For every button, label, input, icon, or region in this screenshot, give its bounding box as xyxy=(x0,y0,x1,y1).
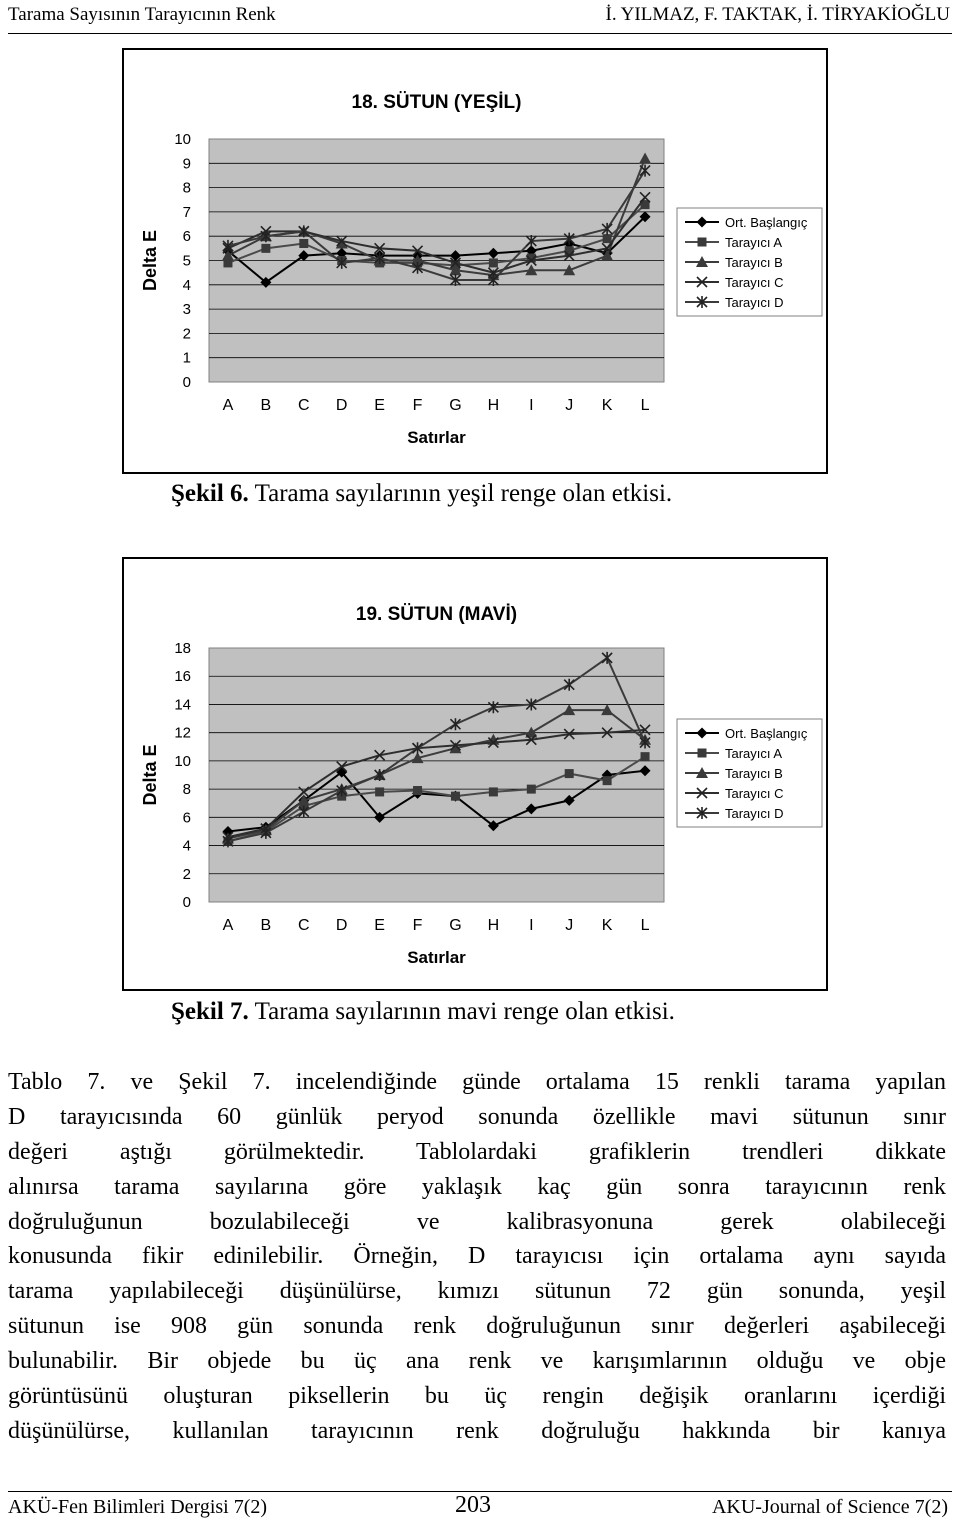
y-tick-label: 4 xyxy=(182,276,191,294)
x-axis-label: Satırlar xyxy=(407,948,466,967)
figure-caption-6 xyxy=(171,480,672,508)
y-axis-label: Delta E xyxy=(140,229,160,292)
y-tick-label: 10 xyxy=(174,131,191,148)
data-point xyxy=(603,776,612,785)
y-tick-label: 9 xyxy=(182,155,191,173)
figure-label-6: Şekil 6. xyxy=(171,480,249,507)
x-tick-label: C xyxy=(298,397,310,414)
legend-label: Tarayıcı B xyxy=(725,766,783,781)
data-point xyxy=(527,785,536,794)
x-tick-label: I xyxy=(529,397,534,414)
chart-title: 19. SÜTUN (MAVİ) xyxy=(355,604,518,625)
y-tick-label: 2 xyxy=(182,865,191,883)
paragraph-line: Tablo 7. ve Şekil 7. incelendiğinde günde ortalama 15 renkli tarama yapılan xyxy=(8,1069,946,1095)
paragraph-line: doğruluğunun bozulabileceği ve kalibrasyonuna gerek olabileceği xyxy=(8,1208,946,1235)
x-tick-label: A xyxy=(222,397,234,414)
paragraph-line: alınırsa tarama sayılarına göre yaklaşık kaç gün sonra tarayıcının renk xyxy=(8,1173,946,1200)
legend-label: Tarayıcı D xyxy=(725,295,784,310)
x-tick-label: H xyxy=(487,397,500,414)
y-tick-label: 0 xyxy=(182,374,191,391)
y-tick-label: 7 xyxy=(182,203,191,221)
running-header-left: Tarama Sayısının Tarayıcının Renk xyxy=(8,4,276,25)
figure-text-6: Tarama sayılarının yeşil renge olan etkisi. xyxy=(248,480,673,507)
data-point xyxy=(299,239,308,248)
legend-label: Ort. Başlangıç xyxy=(725,215,808,230)
body-paragraph xyxy=(8,1065,946,1449)
paragraph-line: görüntüsünü oluşturan piksellerin bu üç rengin değişik oranlarını içerdiği xyxy=(8,1383,946,1410)
x-axis-label: Satırlar xyxy=(407,428,466,447)
y-tick-label: 8 xyxy=(182,781,191,799)
footer-journal-tr: AKÜ-Fen Bilimleri Dergisi 7(2) xyxy=(8,1496,268,1518)
paragraph-line: düşünülürse, kullanılan tarayıcının renk doğruluğu hakkında bir kanıya xyxy=(8,1417,946,1444)
data-point xyxy=(261,244,270,253)
y-tick-label: 0 xyxy=(182,894,191,911)
page-number: 203 xyxy=(455,1492,491,1518)
y-tick-label: 4 xyxy=(182,837,191,855)
paragraph-line: D tarayıcısında 60 günlük peryod sonunda özellikle mavi sütunun sınır xyxy=(8,1103,946,1130)
x-tick-label: L xyxy=(640,917,650,934)
y-tick-label: 14 xyxy=(174,696,191,714)
legend-label: Tarayıcı C xyxy=(725,275,784,290)
data-point xyxy=(375,787,384,796)
x-tick-label: J xyxy=(565,917,574,934)
x-tick-label: B xyxy=(260,397,272,414)
y-tick-label: 6 xyxy=(182,228,191,246)
y-tick-label: 16 xyxy=(174,668,191,686)
x-tick-label: C xyxy=(298,917,310,934)
x-tick-label: E xyxy=(374,397,385,414)
legend-marker xyxy=(698,238,707,247)
data-point xyxy=(489,258,498,267)
data-point xyxy=(565,246,574,255)
data-point xyxy=(451,792,460,801)
y-tick-label: 3 xyxy=(182,301,191,319)
x-tick-label: K xyxy=(601,397,613,414)
y-axis-label: Delta E xyxy=(140,744,160,806)
x-tick-label: I xyxy=(529,917,534,934)
y-tick-label: 5 xyxy=(182,252,191,270)
y-tick-label: 1 xyxy=(182,349,191,367)
chart-title: 18. SÜTUN (YEŞİL) xyxy=(351,92,522,113)
x-tick-label: J xyxy=(565,397,574,414)
data-point xyxy=(489,787,498,796)
x-tick-label: F xyxy=(412,917,423,934)
chart-green-column xyxy=(122,48,828,474)
paragraph-line: değeri aştığı görülmektedir. Tablolardaki grafiklerin trendleri dikkate xyxy=(8,1138,946,1165)
x-tick-label: F xyxy=(412,397,423,414)
y-tick-label: 2 xyxy=(182,325,191,343)
data-point xyxy=(603,234,612,243)
legend xyxy=(677,208,822,316)
legend-marker xyxy=(698,749,707,758)
data-point xyxy=(413,786,422,795)
paragraph-line: sütunun ise 908 gün sonunda renk doğruluğunun sınır değerleri aşabileceği xyxy=(8,1313,946,1340)
chart-blue-column xyxy=(122,557,828,991)
x-tick-label: G xyxy=(449,917,462,934)
legend-label: Tarayıcı B xyxy=(725,255,783,270)
header-rule xyxy=(8,33,952,34)
y-tick-label: 10 xyxy=(174,752,191,770)
legend xyxy=(677,719,822,827)
x-tick-label: D xyxy=(335,917,348,934)
x-tick-label: B xyxy=(260,917,272,934)
x-tick-label: D xyxy=(335,397,348,414)
data-point xyxy=(641,752,650,761)
x-tick-label: L xyxy=(640,397,650,414)
paragraph-line: konusunda fikir edinilebilir. Örneğin, D tarayıcısı için ortalama aynı sayıda xyxy=(8,1243,946,1270)
paragraph-line: tarama yapılabileceği düşünülürse, kımızı sütunun 72 gün sonunda, yeşil xyxy=(8,1278,946,1305)
data-point xyxy=(565,769,574,778)
x-tick-label: K xyxy=(601,917,613,934)
chart-green-svg xyxy=(124,50,826,472)
figure-caption-7 xyxy=(171,998,675,1026)
x-tick-label: A xyxy=(222,917,234,934)
legend-label: Tarayıcı D xyxy=(725,806,784,821)
legend-label: Tarayıcı C xyxy=(725,786,784,801)
legend-label: Tarayıcı A xyxy=(725,746,783,761)
legend-label: Ort. Başlangıç xyxy=(725,726,808,741)
y-tick-label: 6 xyxy=(182,809,191,827)
x-tick-label: H xyxy=(487,917,500,934)
chart-blue-svg xyxy=(124,559,826,989)
y-tick-label: 18 xyxy=(174,640,191,657)
y-tick-label: 12 xyxy=(174,724,191,742)
x-tick-label: E xyxy=(374,917,385,934)
plot-area xyxy=(209,648,664,902)
footer-journal-en: AKU-Journal of Science 7(2) xyxy=(711,1496,948,1518)
y-tick-label: 8 xyxy=(182,179,191,197)
legend-label: Tarayıcı A xyxy=(725,235,783,250)
paragraph-line: bulunabilir. Bir objede bu üç ana renk ve karışımlarının olduğu ve obje xyxy=(8,1348,946,1375)
figure-label-7: Şekil 7. xyxy=(171,998,249,1025)
running-header-right: İ. YILMAZ, F. TAKTAK, İ. TİRYAKİOĞLU xyxy=(605,4,950,25)
x-tick-label: G xyxy=(449,397,462,414)
figure-text-7: Tarama sayılarının mavi renge olan etkisi. xyxy=(248,998,675,1025)
